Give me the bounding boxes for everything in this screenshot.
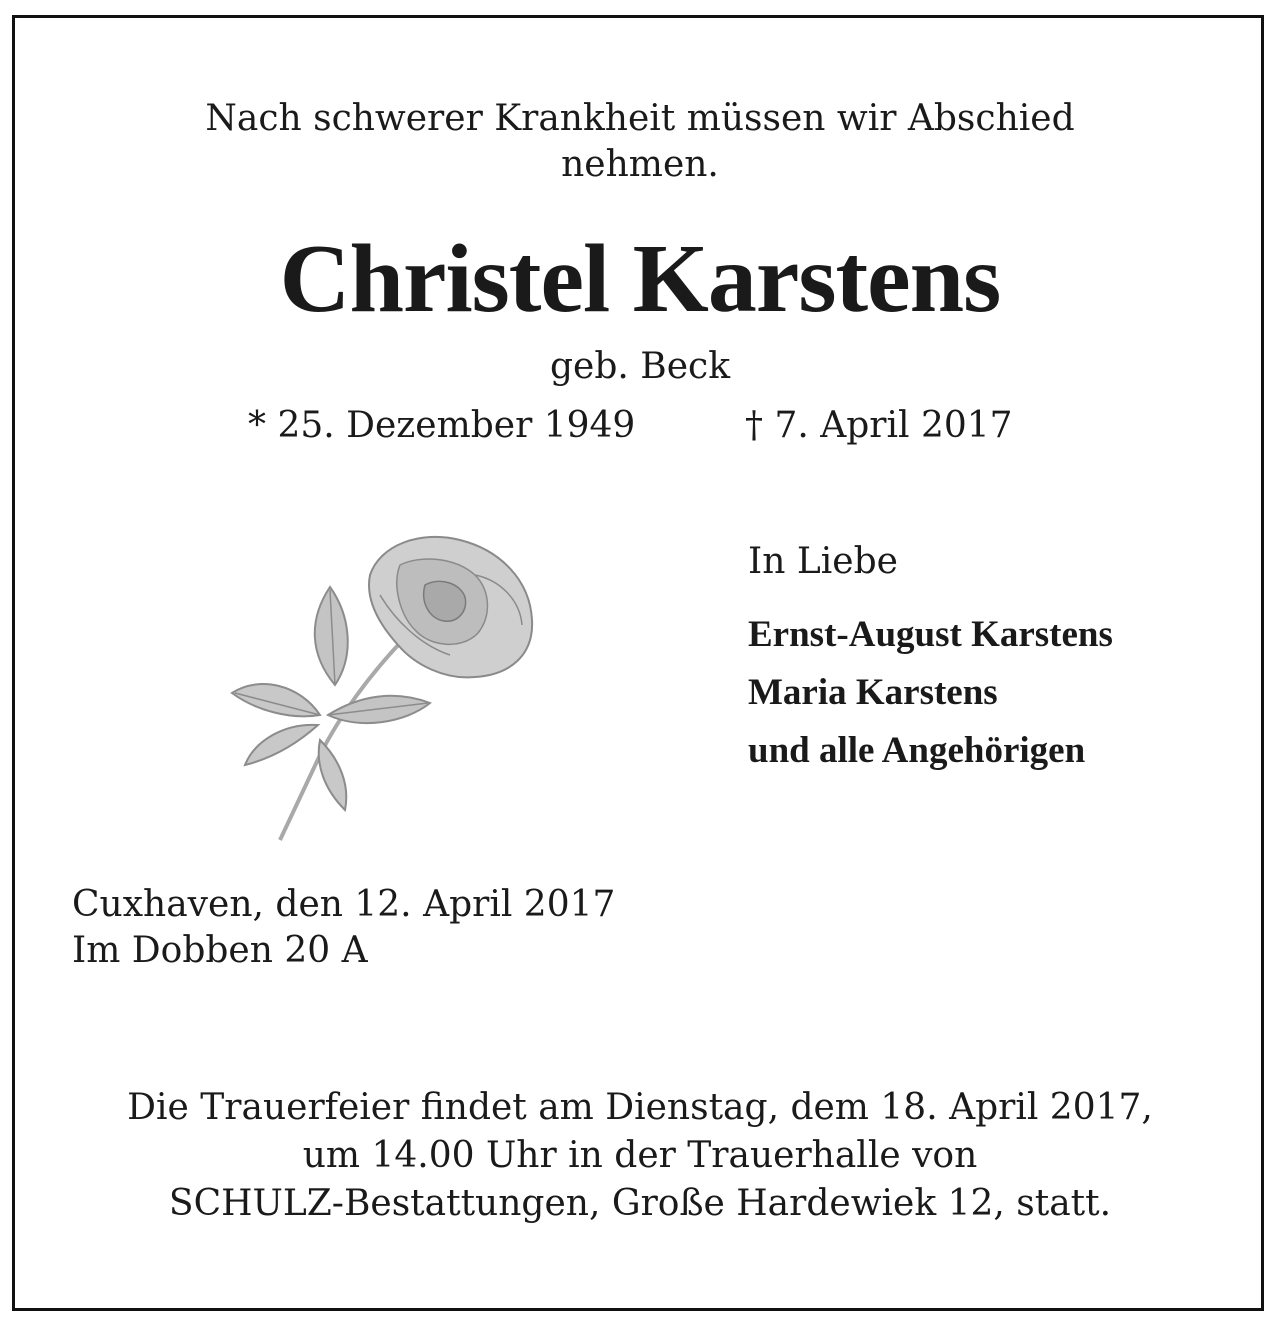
- service-line: um 14.00 Uhr in der Trauerhalle von: [302, 1135, 978, 1176]
- death-date: † 7. April 2017: [745, 405, 1013, 446]
- birth-date: * 25. Dezember 1949: [248, 405, 636, 446]
- maiden-name: geb. Beck: [549, 346, 731, 387]
- service-info: [0, 1084, 1280, 1228]
- service-line: Die Trauerfeier findet am Dienstag, dem 18. April 2017,: [127, 1087, 1153, 1128]
- mourner-name: Maria Karstens: [748, 672, 998, 713]
- mourner-name: Ernst-August Karstens: [748, 614, 1113, 655]
- mourners-list: [748, 606, 1113, 780]
- rose-icon: [220, 525, 550, 845]
- place-date: Cuxhaven, den 12. April 2017: [72, 884, 616, 925]
- address: Im Dobben 20 A: [72, 930, 368, 971]
- intro-line-2: nehmen.: [561, 144, 719, 185]
- intro-text: [0, 96, 1280, 188]
- deceased-name: Christel Karstens: [279, 225, 1001, 333]
- mourner-name: und alle Angehörigen: [748, 730, 1086, 771]
- place-block: [72, 882, 615, 974]
- service-line: SCHULZ-Bestattungen, Große Hardewiek 12, statt.: [168, 1183, 1112, 1224]
- intro-line-1: Nach schwerer Krankheit müssen wir Abschied: [205, 98, 1075, 139]
- love-line: In Liebe: [748, 541, 898, 582]
